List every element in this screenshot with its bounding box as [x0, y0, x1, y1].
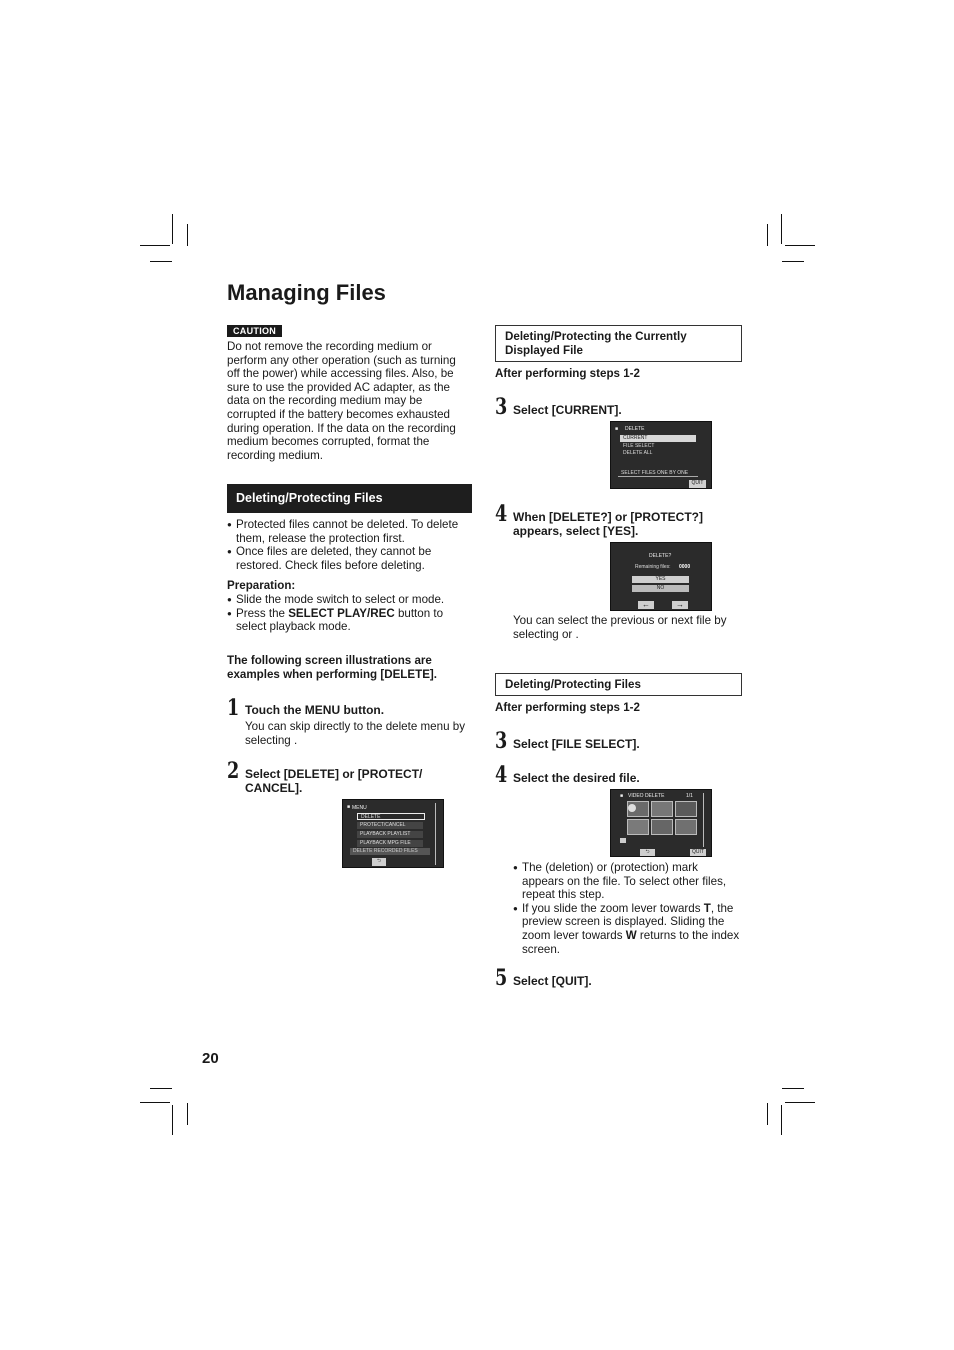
step-number: 3: [495, 728, 508, 754]
page-number: 20: [202, 1050, 219, 1067]
menu-item-protect[interactable]: PROTECT/CANCEL: [357, 822, 423, 829]
crop-mark: [172, 1105, 173, 1135]
delete-mark-icon: [628, 804, 636, 812]
back-button[interactable]: ⮌: [640, 849, 655, 856]
step-title: Select [CURRENT].: [513, 403, 622, 417]
list-item: ● If you slide the zoom lever towards T, the preview screen is displayed. Sliding the zoom lever towards W returns to the index screen.: [513, 902, 741, 956]
thumbnail[interactable]: [627, 819, 649, 835]
step-number: 4: [495, 501, 508, 527]
thumbnail[interactable]: [651, 819, 673, 835]
scrollbar[interactable]: [703, 793, 704, 847]
list-item: ● Protected files cannot be deleted. To delete them, release the protection first.: [227, 518, 472, 545]
step-title: Select [FILE SELECT].: [513, 737, 640, 751]
quit-button[interactable]: QUIT: [689, 480, 706, 488]
menu-item-current[interactable]: CURRENT: [620, 435, 696, 442]
crop-mark: [781, 1105, 782, 1135]
box-title-current: Deleting/Protecting the Currently Displayed File: [495, 325, 742, 362]
index-screen: [610, 789, 712, 857]
scrollbar[interactable]: [435, 803, 436, 865]
preparation-list: [227, 593, 457, 634]
caution-text: Do not remove the recording medium or perform any other operation (such as turning off the power) while accessing files. Also, be sure to use the provided AC adapter, as the data on the recording medium may be corrupted if the battery becomes exhausted during operation. If the data on the recording medium becomes corrupted, format the recording medium.: [227, 340, 456, 462]
step-number: 1: [227, 695, 240, 721]
step-title: When [DELETE?] or [PROTECT?] appears, select [YES].: [513, 510, 703, 538]
step-number: 3: [495, 394, 508, 420]
screen-title: VIDEO DELETE: [628, 793, 665, 799]
camera-icon: ■: [615, 426, 619, 432]
step-title: Select [QUIT].: [513, 974, 592, 988]
menu-item-delete[interactable]: DELETE: [357, 813, 425, 820]
after-steps: After performing steps 1-2: [495, 367, 640, 380]
crop-mark: [172, 214, 173, 244]
menu-item-mpg[interactable]: PLAYBACK MPG FILE: [357, 840, 423, 847]
list-item: ● Press the SELECT PLAY/REC button to select playback mode.: [227, 607, 457, 634]
remaining-label: Remaining files:: [635, 564, 671, 570]
screen-title: MENU: [352, 805, 367, 811]
crop-mark: [782, 261, 804, 262]
crop-mark: [140, 1102, 170, 1103]
menu-item-delete-all[interactable]: DELETE ALL: [623, 450, 653, 456]
step-number: 5: [495, 965, 508, 991]
crop-mark: [150, 1088, 172, 1089]
screen-title: DELETE: [625, 426, 645, 432]
no-button[interactable]: NO: [632, 585, 689, 592]
crop-mark: [781, 214, 782, 244]
menu-item-playlist[interactable]: PLAYBACK PLAYLIST: [357, 831, 423, 838]
camera-icon: ■: [620, 793, 624, 799]
crop-mark: [187, 224, 188, 246]
crop-mark: [187, 1103, 188, 1125]
delete-screen: [610, 421, 712, 489]
list-item: ● Once files are deleted, they cannot be restored. Check files before deleting.: [227, 545, 472, 572]
screen-caption: DELETE RECORDED FILES: [350, 848, 430, 855]
back-button[interactable]: ⮌: [372, 858, 386, 866]
preparation-label: Preparation:: [227, 579, 296, 592]
page-indicator: 1/1: [686, 793, 693, 799]
page-title: Managing Files: [227, 280, 386, 305]
box-title-files: Deleting/Protecting Files: [495, 673, 742, 696]
thumbnail[interactable]: [675, 819, 697, 835]
step-description: You can select the previous or next file by selecting or .: [513, 614, 727, 641]
crop-mark: [767, 224, 768, 246]
menu-item-file-select[interactable]: FILE SELECT: [623, 443, 655, 449]
section-title: Deleting/Protecting Files: [227, 484, 472, 513]
thumbnail[interactable]: [651, 801, 673, 817]
previous-button[interactable]: ←: [638, 601, 654, 609]
crop-mark: [785, 1102, 815, 1103]
step-title: Select the desired file.: [513, 771, 640, 785]
step-description: You can skip directly to the delete menu by selecting .: [245, 720, 465, 747]
remaining-value: 0000: [679, 564, 691, 570]
illustration-note: The following screen illustrations are examples when performing [DELETE].: [227, 654, 438, 681]
step-number: 2: [227, 758, 240, 784]
crop-mark: [785, 245, 815, 246]
step-title: Touch the MENU button.: [245, 703, 385, 717]
quit-button[interactable]: QUIT: [690, 849, 706, 856]
crop-mark: [150, 261, 172, 262]
confirm-screen: [610, 542, 712, 611]
crop-mark: [140, 245, 170, 246]
list-item: ● The (deletion) or (protection) mark appears on the file. To select other files, repeat this step.: [513, 861, 741, 902]
yes-button[interactable]: YES: [632, 576, 689, 583]
thumbnail[interactable]: [675, 801, 697, 817]
index-notes: [513, 861, 741, 956]
camera-icon: ■: [347, 804, 351, 810]
after-steps: After performing steps 1-2: [495, 701, 640, 714]
step-title: Select [DELETE] or [PROTECT/ CANCEL].: [245, 767, 423, 795]
list-item: ● Slide the mode switch to select or mode.: [227, 593, 457, 607]
scroll-icon[interactable]: [620, 838, 626, 843]
screen-caption: SELECT FILES ONE BY ONE: [618, 470, 698, 477]
step-number: 4: [495, 762, 508, 788]
menu-screen: [342, 799, 444, 868]
screen-title: DELETE?: [649, 553, 672, 559]
next-button[interactable]: →: [672, 601, 688, 609]
crop-mark: [767, 1103, 768, 1125]
crop-mark: [782, 1088, 804, 1089]
notes-list: [227, 518, 472, 572]
caution-label: CAUTION: [227, 325, 282, 337]
